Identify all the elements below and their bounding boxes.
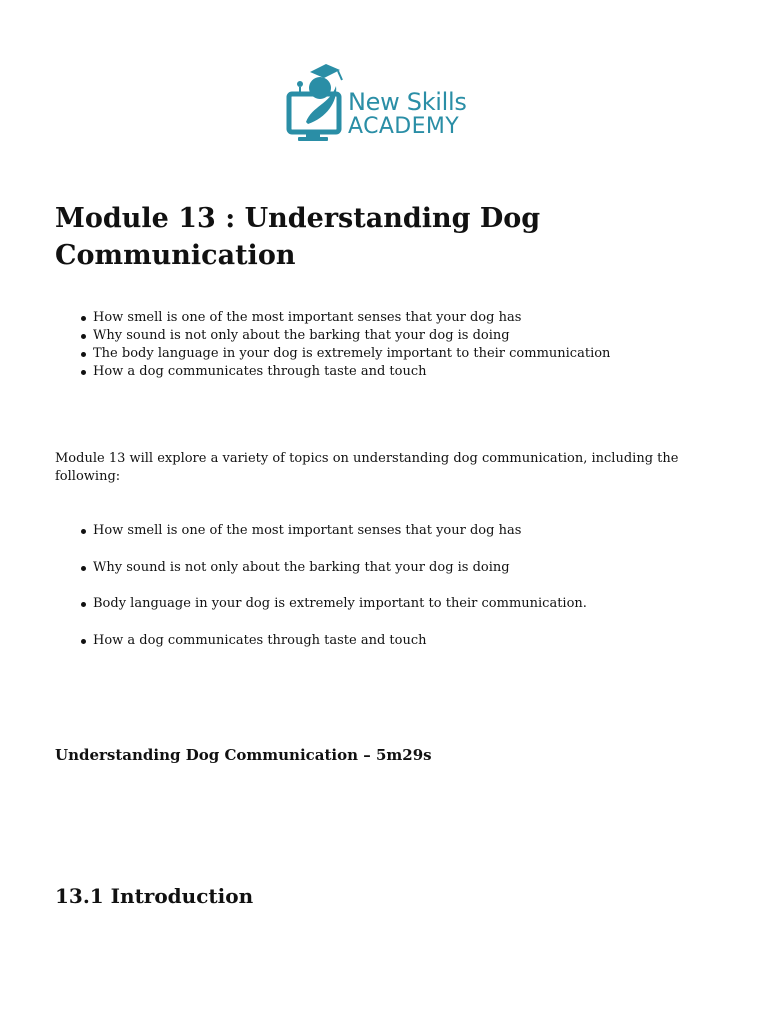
list-item: How smell is one of the most important senses that your dog has bbox=[55, 309, 610, 327]
monitor-graduate-icon bbox=[286, 62, 348, 144]
section-heading: 13.1 Introduction bbox=[55, 884, 254, 908]
new-skills-academy-logo bbox=[286, 62, 486, 144]
list-item: How a dog communicates through taste and touch bbox=[55, 363, 610, 381]
intro-paragraph: Module 13 will explore a variety of topics on understanding dog communication, including the following: bbox=[55, 451, 679, 484]
list-item: Why sound is not only about the barking that your dog is doing bbox=[55, 327, 610, 345]
video-title: Understanding Dog Communication – 5m29s bbox=[55, 746, 432, 764]
logo-text-new-skills: New Skills bbox=[348, 88, 467, 116]
list-item: How a dog communicates through taste and touch bbox=[55, 632, 587, 650]
list-item: The body language in your dog is extremely important to their communication bbox=[55, 345, 610, 363]
page-title: Module 13 : Understanding Dog Communication bbox=[55, 203, 541, 271]
list-item: Body language in your dog is extremely important to their communication. bbox=[55, 595, 587, 613]
list-item: How smell is one of the most important senses that your dog has bbox=[55, 522, 587, 540]
logo-text-academy: ACADEMY bbox=[348, 114, 460, 139]
summary-list bbox=[55, 309, 610, 381]
list-item: Why sound is not only about the barking that your dog is doing bbox=[55, 559, 587, 577]
topics-list bbox=[55, 522, 587, 668]
